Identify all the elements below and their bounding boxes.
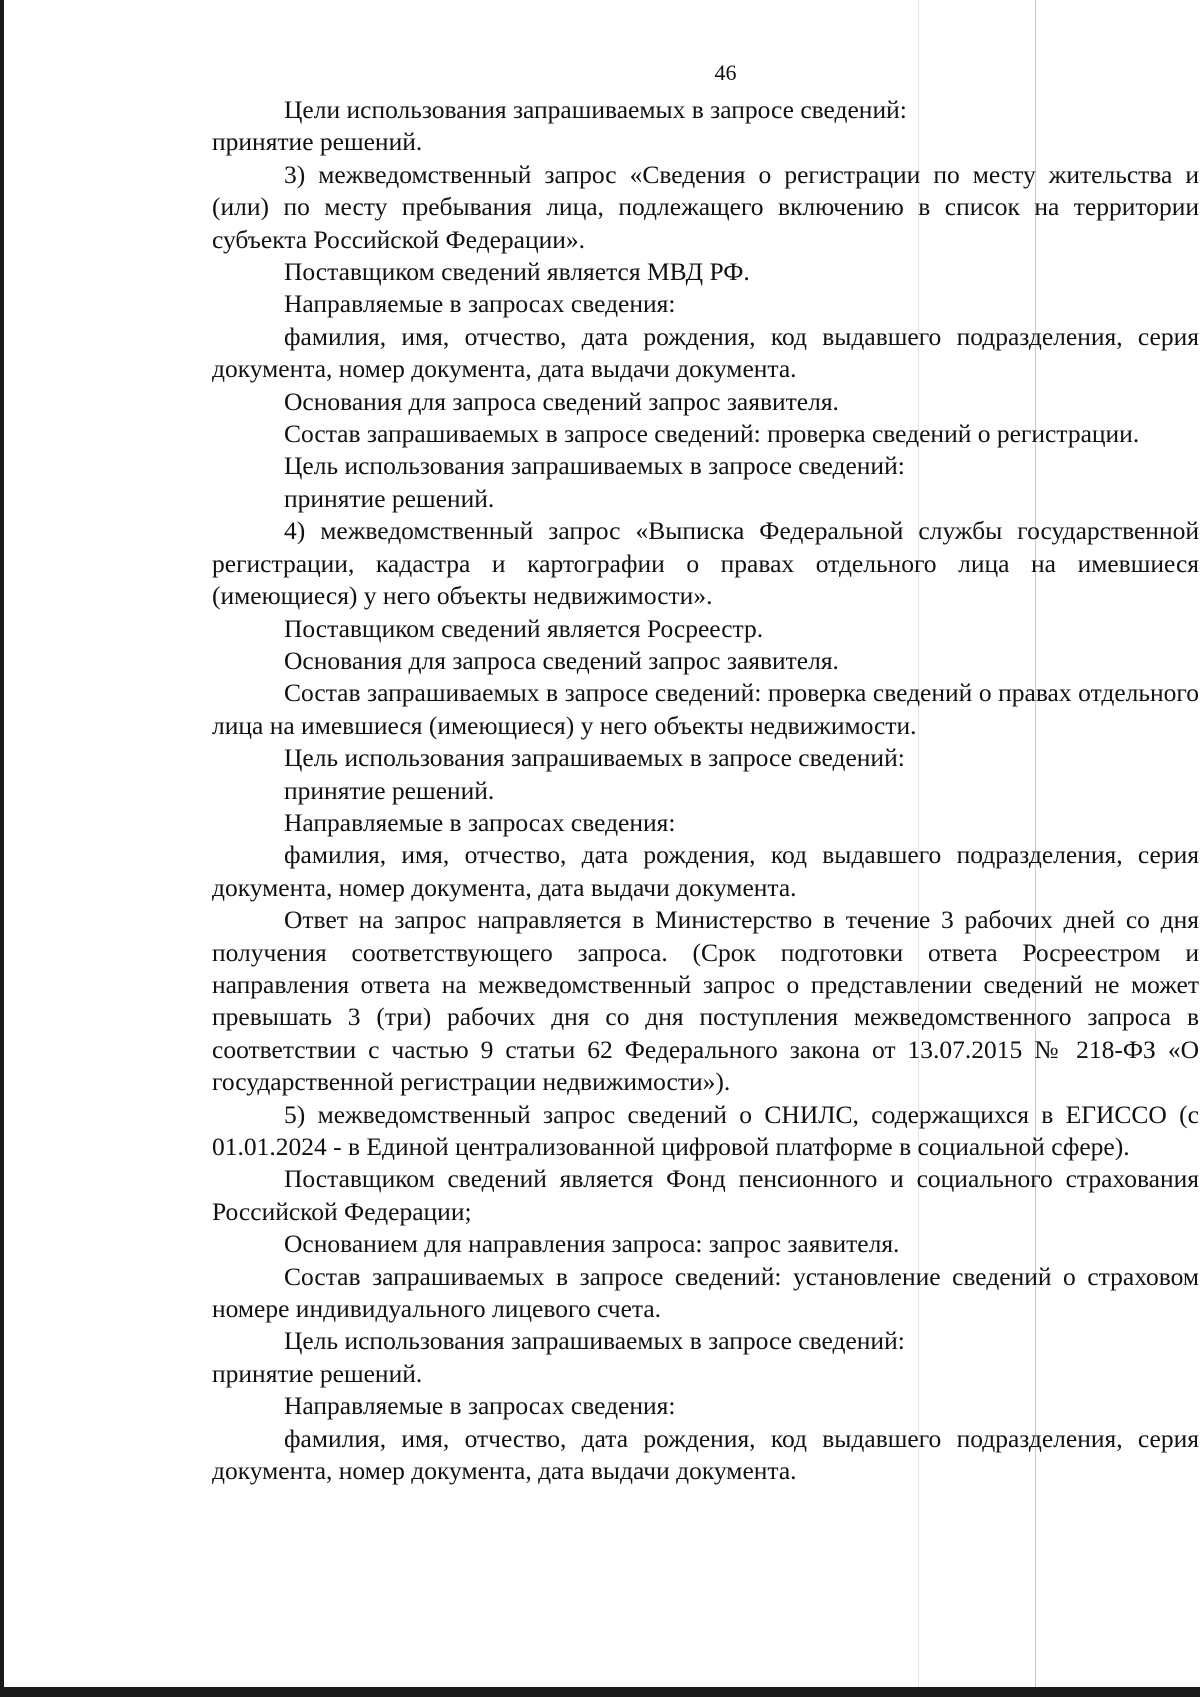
paragraph: Цель использования запрашиваемых в запросе сведений: — [284, 1326, 905, 1356]
paragraph: Ответ на запрос направляется в Министерство в течение 3 рабочих дней со дня получения соответствующего запроса. (Срок подготовки ответа Росреестром и направления ответа на межведомственный запрос о представлении сведений не может превышать 3 (три) рабочих дня со дня поступления межведомственного запроса в соответствии с частью 9 статьи 62 Федерального закона от 13.07.2015 № 218-ФЗ «О государственной регистрации недвижимости»). — [212, 905, 1199, 1097]
scan-left-border — [0, 0, 4, 1697]
document-body — [212, 94, 1199, 1487]
paragraph: фамилия, имя, отчество, дата рождения, код выдавшего подразделения, серия документа, номер документа, дата выдачи документа. — [212, 840, 1199, 902]
paragraph: 3) межведомственный запрос «Сведения о регистрации по месту жительства и (или) по месту пребывания лица, подлежащего включению в список на территории субъекта Российской Федерации». — [212, 159, 1199, 254]
paragraph: Состав запрашиваемых в запросе сведений: проверка сведений о правах отдельного лица на имевшиеся (имеющиеся) у него объекты недвижимости. — [212, 678, 1199, 740]
paragraph: Направляемые в запросах сведения: — [284, 807, 676, 837]
page-number: 46 — [714, 60, 737, 85]
paragraph: принятие решений. — [212, 1358, 423, 1388]
paragraph: Направляемые в запросах сведения: — [284, 289, 676, 319]
paragraph: 5) межведомственный запрос сведений о СНИЛС, содержащихся в ЕГИССО (с 01.01.2024 - в Единой централизованной цифровой платформе в социальной сфере). — [212, 1099, 1199, 1161]
paragraph: Основания для запроса сведений запрос заявителя. — [284, 386, 839, 416]
paragraph: Состав запрашиваемых в запросе сведений: проверка сведений о регистрации. — [284, 419, 1140, 449]
paragraph: фамилия, имя, отчество, дата рождения, код выдавшего подразделения, серия документа, номер документа, дата выдачи документа. — [212, 1423, 1199, 1486]
paragraph: Основанием для направления запроса: запрос заявителя. — [284, 1229, 900, 1259]
paragraph: Цели использования запрашиваемых в запросе сведений: — [284, 95, 907, 124]
paragraph: фамилия, имя, отчество, дата рождения, код выдавшего подразделения, серия документа, номер документа, дата выдачи документа. — [212, 321, 1199, 384]
paragraph: Цель использования запрашиваемых в запросе сведений: — [284, 743, 905, 773]
paragraph: принятие решений. — [284, 775, 495, 805]
paragraph: Состав запрашиваемых в запросе сведений: установление сведений о страховом номере индивидуального лицевого счета. — [212, 1261, 1199, 1324]
paragraph: принятие решений. — [284, 483, 495, 513]
paragraph: Поставщиком сведений является Фонд пенсионного и социального страхования Российской Федерации; — [212, 1164, 1199, 1226]
paragraph: Основания для запроса сведений запрос заявителя. — [284, 645, 839, 675]
paragraph: 4) межведомственный запрос «Выписка Федеральной службы государственной регистрации, кадастра и картографии о правах отдельного лица на имевшиеся (имеющиеся) у него объекты недвижимости». — [212, 516, 1199, 611]
scan-bottom-border — [0, 1687, 1200, 1697]
document-page — [212, 60, 1199, 1487]
paragraph: принятие решений. — [212, 127, 423, 157]
paragraph: Цель использования запрашиваемых в запросе сведений: — [284, 451, 905, 481]
paragraph: Поставщиком сведений является МВД РФ. — [284, 257, 750, 287]
paragraph: Направляемые в запросах сведения: — [284, 1391, 676, 1421]
paragraph: Поставщиком сведений является Росреестр. — [284, 613, 764, 643]
